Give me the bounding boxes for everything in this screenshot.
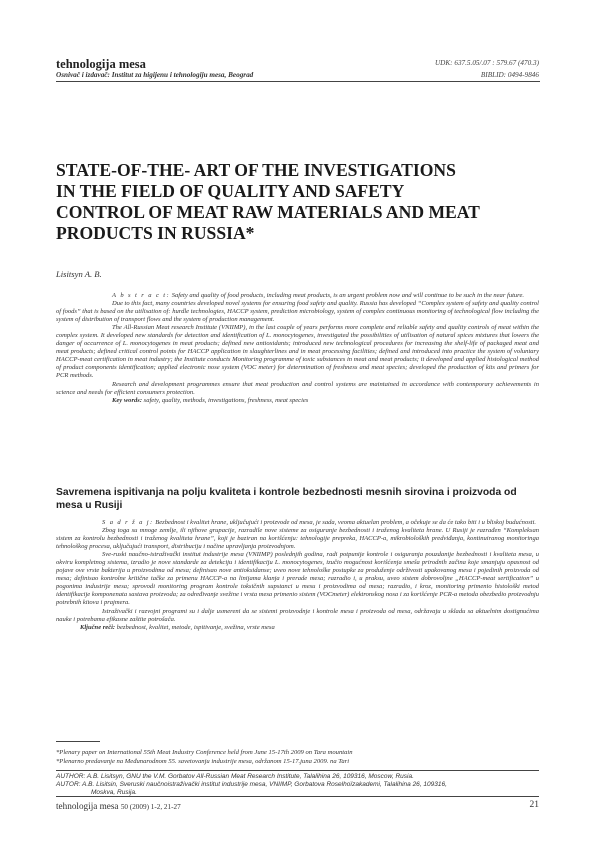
keywords-label: Key words: bbox=[112, 396, 143, 404]
footnote-rule bbox=[56, 741, 100, 742]
kljucne-reci-label: Ključne reči: bbox=[80, 623, 116, 631]
abstract-paragraph bbox=[56, 292, 539, 300]
udk-code: UDK: 637.5.05/.07 : 579.67 (470.3) bbox=[434, 59, 539, 67]
header-rule bbox=[56, 81, 540, 82]
footer-citation bbox=[56, 801, 181, 811]
sazetak-paragraph: Sve-ruski naučno-istraživački institut industrije mesa (VNIIMP) poslednjih godina, radi potpunije kontrole i osiguranja pouzdanije bezbednosti i kvaliteta mesa, u okviru kompletnog sistema, izradio je nove standarde za detekciju i identifikaciju L. monocytogenes, izučio mogućnost korišćenja smeša prirodnih začina koje smanjuju opasnost od pojave ove vrste bakterija u proizvodima od mesa; definisao nove antioksidanse; uveo nove tehnološke postupke za produženje održivosti upakovanog mesa i pojedinih proizvoda od mesa; definisao kontrolne kritične tačke za primenu HACCP-a na linijama klanja i prerade mesa; razradio i, u praksu, uveo sistem dobrovoljne „HACCP-meat sertification” u pogonima industrije mesa; sprovodi monitoring program kontrole toksičnih supstanci u mesu i proizvodima od mesa; razradio, i kroz, monitoring primenio histološki metod identifikacije komponenata sastava proizvoda; za određivanje svežine i vrsta mesa primenio sistem (VOCmeter) elektronskog nosa i za korišćenje PCR-a metoda obezbedio proizvodnju potrebnih kitova i prajmera. bbox=[56, 551, 539, 607]
sazetak-paragraph: Zbog toga su mnoge zemlje, ili njihove grupacije, razradile nove sisteme za osiguranje bezbednosti i traženog kvaliteta hrane. U Rusiji je razrađen “Kompleksan sistem za kontrolu bezbednosti i traženog kvaliteta hrane”, koji je baziran na korišćenju: tehnologije prepreka, HACCP-a, mikrobioloških predviđanja, kontinuiranog monitoringa tehnološkog procesa, uključujući transport, distribuciju i načine upravljanja proizvodnjom. bbox=[56, 527, 539, 551]
footnote: *Plenary paper on International 55th Meat Industry Conference held from June 15-17th 2009 on Tara mountain bbox=[56, 749, 353, 756]
footer-volume: 50 (2009) 1-2, 21-27 bbox=[120, 803, 181, 811]
title-line: PRODUCTS IN RUSSIA* bbox=[56, 223, 255, 243]
author-info-rule bbox=[56, 770, 539, 771]
abstract-paragraph: Due to this fact, many countries developed novel systems for ensuring food safety and quality. Russia has developed “Complex system of safety and quality control of foods” that is based on the utilisation of: hurdle technologies, HACCP system, prediction microbiology, system of complex continuous monitoring of technological flow including the system of distribution of transport flows and the system of production management. bbox=[56, 300, 539, 324]
footnotes bbox=[56, 748, 539, 766]
sazetak-text: Bezbednost i kvalitet hrane, uključujući i proizvode od mesa, je sada, veoma aktuelan problem, a očekuje se da će tako biti i u bliskoj budućnosti. bbox=[155, 519, 537, 526]
footnote: *Plenarno predavanje na Međunarodnom 55. savetovanju industrije mesa, održanom 15-17.juna 2009. na Tari bbox=[56, 758, 350, 766]
abstract-text: Safety and quality of food products, including meat products, is an urgent problem now and will continue to be such in the near future. bbox=[171, 292, 525, 299]
title-line: IN THE FIELD OF QUALITY AND SAFETY bbox=[56, 181, 405, 201]
abstract-paragraph: The All-Russian Meat research Institute (VNIIMP), in the last couple of years performs more complete and reliable safety and quality controls of meat within the complex system. It developed new standards for detection and identification of L. monocytogenes, investigated the possibilities of utilisation of natural spices mixtures that lowers the danger of occurrence of L. monocytogenes in meat products; defined new antioxidants; introduced new technological procedures for increasing the shelf-life of packaged meat and meat products; defined critical control points for HACCP application in slaughterlines and in meat processing facilities; defined and introduced into practice the system of voluntary HACCP-meat certification in meat industry; the Institute conducts Monitoring programme of toxic substances in meat and meat products; it developed and applied histological method of product components identification; applied electronic nose system (VOC meter) for determination of freshness and meat species; developed the production of kits and primers for PCR methods. bbox=[56, 324, 539, 380]
affiliation-line: AUTHOR: A.B. Lisitsyn, GNU the V.M. Gorbatov All-Russian Meat Research Institute, Talalihina 26, 109316, Moscow, Rusia. bbox=[56, 773, 414, 780]
footer-rule bbox=[56, 796, 539, 797]
serbian-title: Savremena ispitivanja na polju kvaliteta i kontrole bezbednosti mesnih sirovina i proizvoda od mesa u Rusiji bbox=[56, 487, 517, 511]
affiliation-line: Moskva, Rusija. bbox=[91, 789, 137, 796]
author-name: Lisitsyn A. B. bbox=[56, 269, 102, 279]
author-affiliation bbox=[56, 773, 539, 797]
page-number: 21 bbox=[529, 800, 539, 810]
publisher-line: Osnivač i izdavač: Institut za higijenu i tehnologiju mesa, Beograd bbox=[56, 71, 254, 79]
title-line: CONTROL OF MEAT RAW MATERIALS AND MEAT bbox=[56, 202, 480, 222]
abstract bbox=[56, 292, 539, 405]
paper-title bbox=[56, 160, 546, 244]
keywords bbox=[56, 397, 539, 405]
affiliation-line: AUTOR: A.B. Lisitsin, Sveruski naučnoistraživački institut industrije mesa, VNIIMP, Gorbatova Roselhoïzakademi, Talalihina 26, 109316, bbox=[56, 781, 447, 788]
serbian-abstract bbox=[56, 519, 539, 632]
sazetak-label: S a d r ž a j: bbox=[102, 519, 154, 526]
keywords-text: safety, quality, methods, investigations, freshness, meat species bbox=[143, 396, 309, 404]
abstract-paragraph: Research and development programmes ensure that meat production and control systems are maintained in accordance with contemporary achievements in science and needs for efficient consumers protection. bbox=[56, 380, 539, 396]
abstract-label: A b s t r a c t: bbox=[112, 292, 171, 299]
footer-journal: tehnologija mesa bbox=[56, 801, 119, 811]
title-line: STATE-OF-THE- ART OF THE INVESTIGATIONS bbox=[56, 160, 456, 180]
sazetak-paragraph bbox=[56, 519, 539, 527]
kljucne-reci bbox=[56, 624, 539, 632]
journal-name: tehnologija mesa bbox=[56, 57, 146, 71]
biblid-code: BIBLID: 0494-9846 bbox=[480, 71, 539, 79]
sazetak-paragraph: Istraživački i razvojni programi su i dalje usmereni da se sistemi proizvodnje i kontrole mesa i proizvoda od mesa, održavaju u skladu sa aktuelnim dostignućima nauke i potrebama efikasne zaštite potrošača. bbox=[56, 607, 539, 623]
kljucne-reci-text: bezbednost, kvalitet, metode, ispitivanje, svežina, vrste mesa bbox=[116, 623, 275, 631]
